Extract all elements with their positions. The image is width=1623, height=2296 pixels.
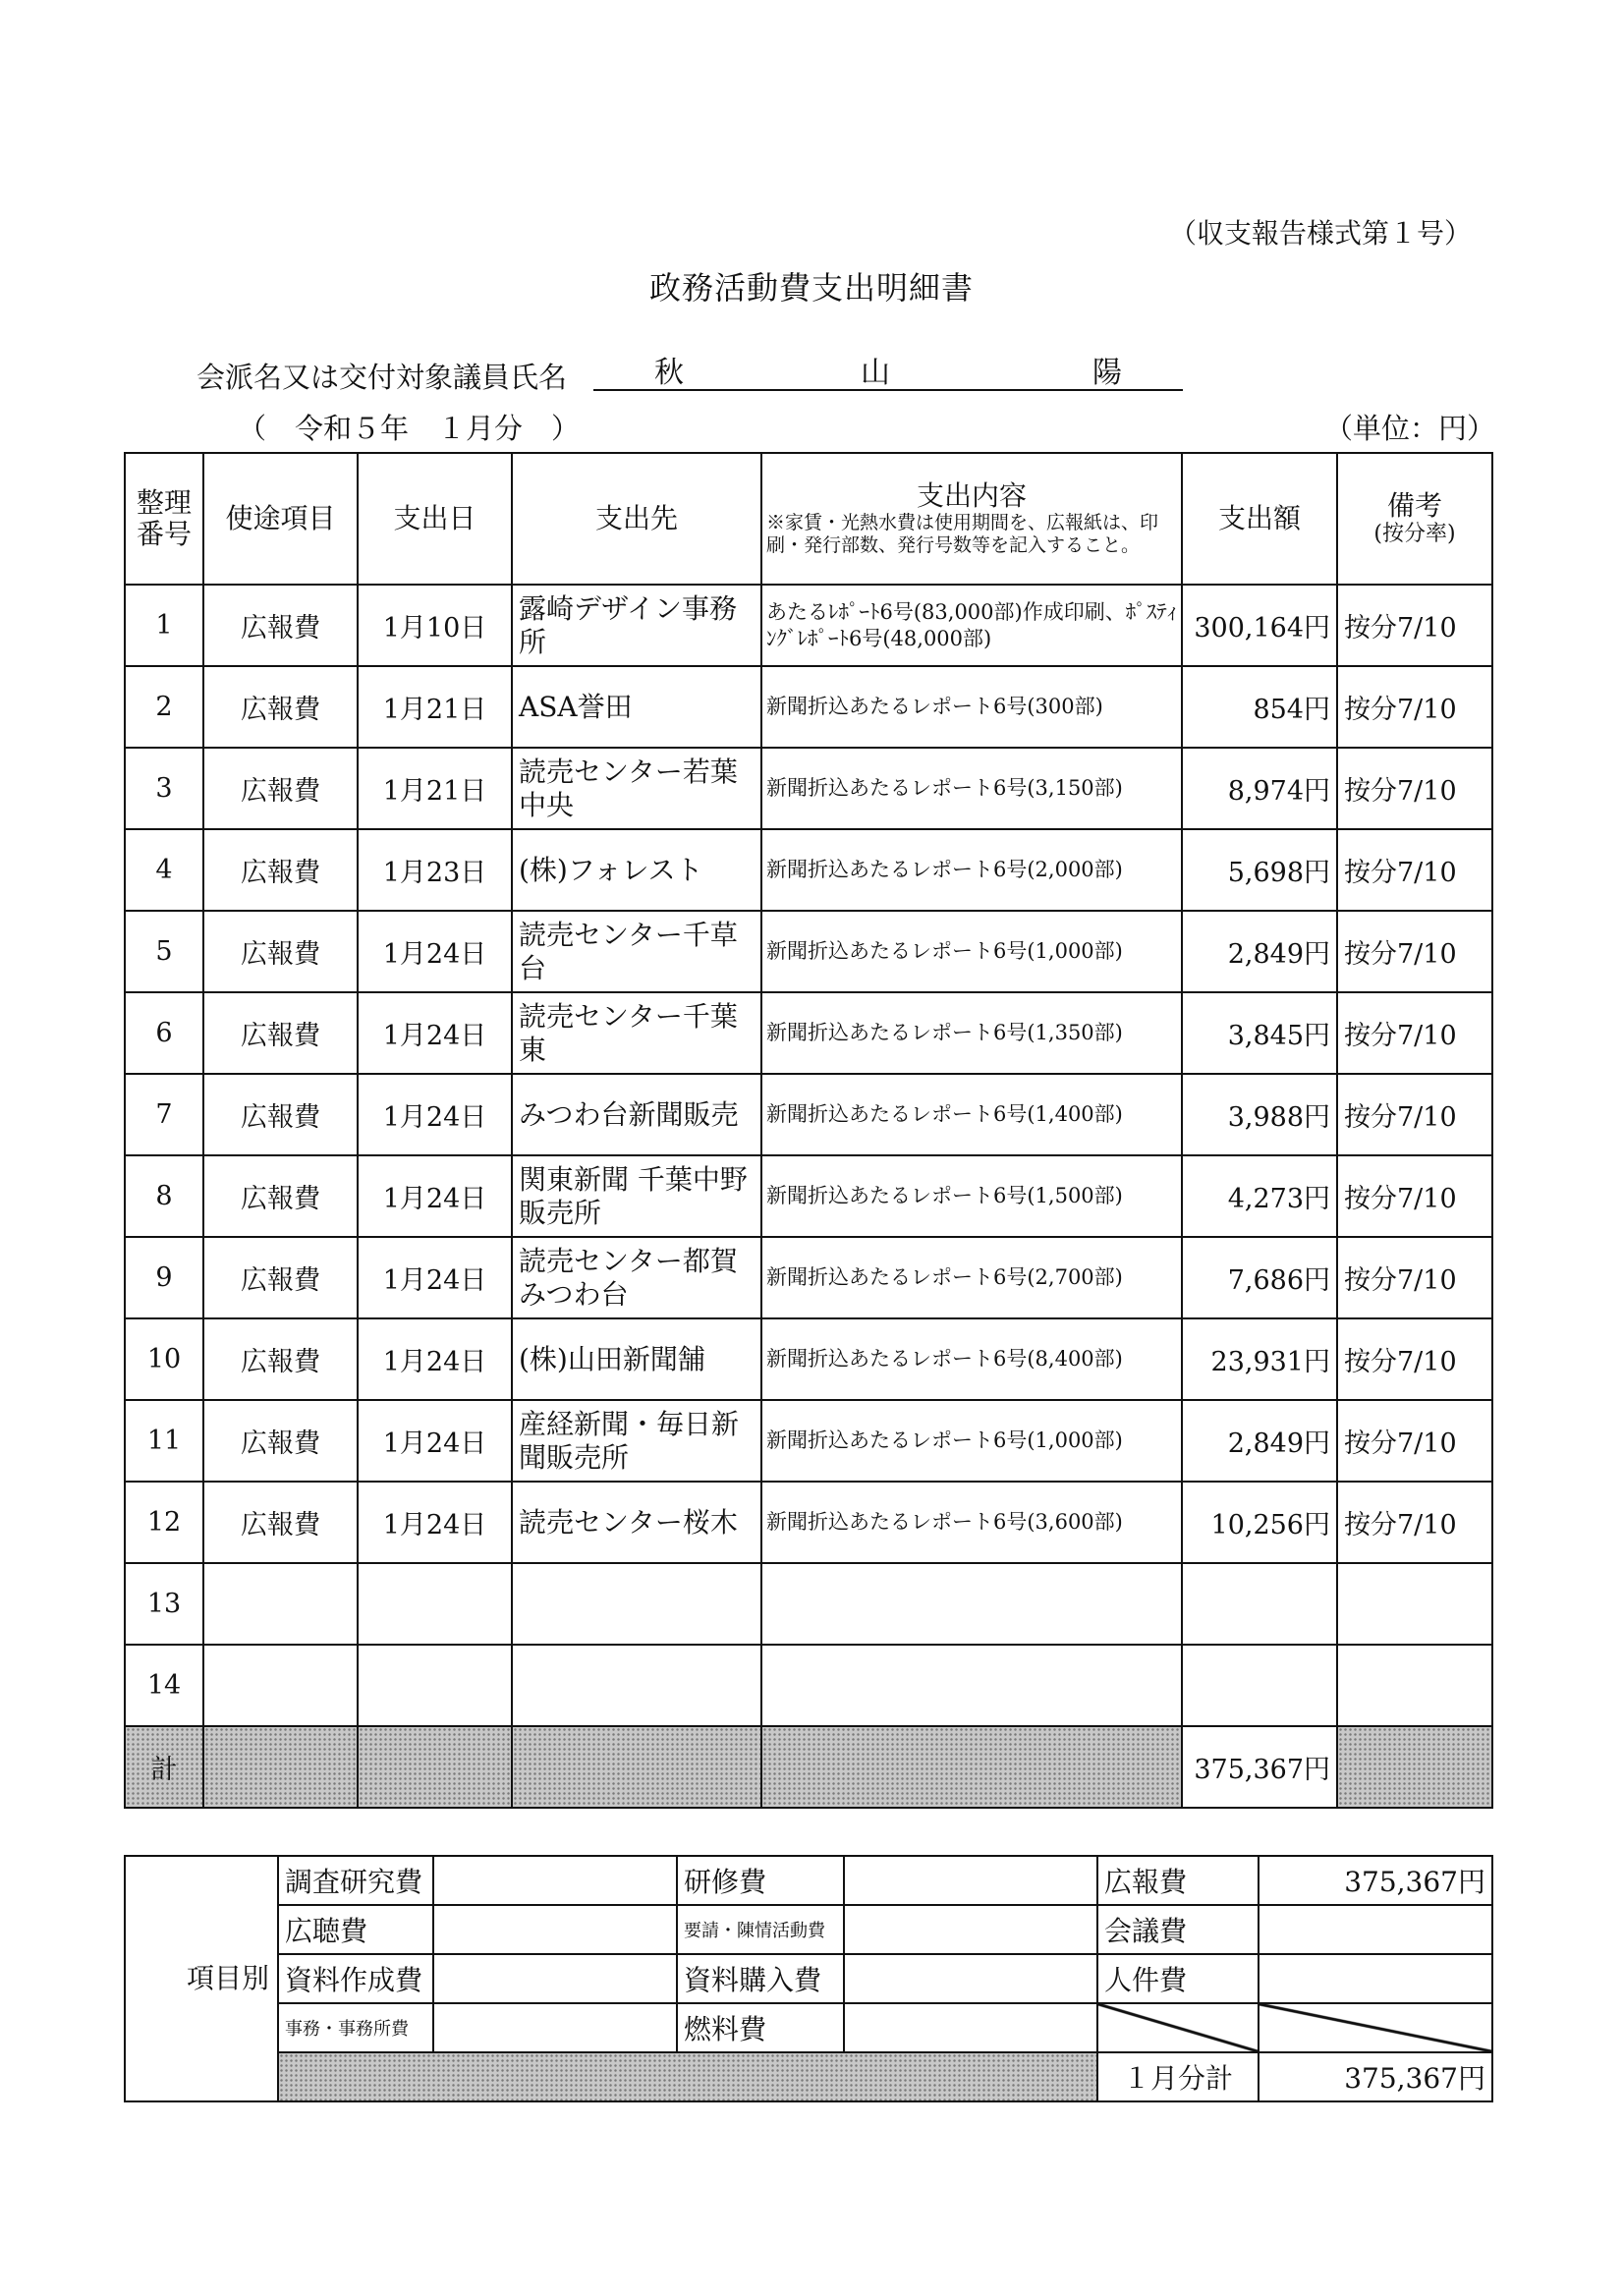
row-payee: 読売センター桜木 — [512, 1482, 761, 1563]
category-label: 燃料費 — [677, 2003, 844, 2052]
category-value — [433, 2003, 677, 2052]
row-date: 1月24日 — [358, 1482, 512, 1563]
category-row-header-text: 項目別 — [187, 1961, 270, 1994]
row-content: 新聞折込あたるレポート6号(2,700部) — [761, 1237, 1182, 1318]
table-row — [125, 1482, 1492, 1563]
row-no: 5 — [125, 911, 203, 992]
row-remarks — [1337, 1563, 1492, 1645]
category-value — [433, 1905, 677, 1954]
row-remarks: 按分7/10 — [1337, 1400, 1492, 1482]
remarks-header-label: 備考 — [1386, 489, 1442, 523]
row-category: 広報費 — [203, 585, 358, 666]
row-category: 広報費 — [203, 1318, 358, 1400]
row-no: 9 — [125, 1237, 203, 1318]
row-no: 10 — [125, 1318, 203, 1400]
category-value — [844, 1856, 1097, 1905]
col-header-date: 支出日 — [358, 453, 512, 585]
row-remarks: 按分7/10 — [1337, 1237, 1492, 1318]
row-category: 広報費 — [203, 748, 358, 829]
row-payee: 読売センター千草台 — [512, 911, 761, 992]
row-content — [761, 1645, 1182, 1726]
category-summary-table — [124, 1855, 1493, 2102]
row-date: 1月24日 — [358, 911, 512, 992]
row-no: 6 — [125, 992, 203, 1074]
category-value — [844, 2003, 1097, 2052]
row-amount: 3,845円 — [1182, 992, 1337, 1074]
row-payee: みつわ台新聞販売 — [512, 1074, 761, 1155]
col-header-category: 使途項目 — [203, 453, 358, 585]
table-row — [125, 748, 1492, 829]
category-label: 事務・事務所費 — [278, 2003, 433, 2052]
row-content: 新聞折込あたるレポート6号(1,000部) — [761, 1400, 1182, 1482]
row-remarks: 按分7/10 — [1337, 1318, 1492, 1400]
page-title: 政務活動費支出明細書 — [648, 269, 974, 307]
col-header-no: 整理番号 — [125, 453, 203, 585]
row-content: 新聞折込あたるレポート6号(300部) — [761, 666, 1182, 748]
category-label: 研修費 — [677, 1856, 844, 1905]
member-label: 会派名又は交付対象議員氏名 — [196, 361, 568, 394]
col-header-amount: 支出額 — [1182, 453, 1337, 585]
row-category: 広報費 — [203, 1400, 358, 1482]
row-no: 3 — [125, 748, 203, 829]
row-content: 新聞折込あたるレポート6号(1,000部) — [761, 911, 1182, 992]
row-amount: 5,698円 — [1182, 829, 1337, 911]
row-no: 12 — [125, 1482, 203, 1563]
row-date: 1月10日 — [358, 585, 512, 666]
category-label: 会議費 — [1097, 1905, 1259, 1954]
row-content: 新聞折込あたるレポート6号(8,400部) — [761, 1318, 1182, 1400]
member-name-field — [593, 344, 1183, 391]
category-value — [433, 1954, 677, 2003]
shaded-cell — [358, 1726, 512, 1808]
table-row — [125, 911, 1492, 992]
row-content: あたるﾚﾎﾟｰﾄ6号(83,000部)作成印刷、ﾎﾟｽﾃｨﾝｸﾞﾚﾎﾟｰﾄ6号(48,000部) — [761, 585, 1182, 666]
row-amount — [1182, 1645, 1337, 1726]
total-label: 計 — [125, 1726, 203, 1808]
member-name-part: 秋 — [654, 356, 684, 390]
category-value — [1259, 1905, 1492, 1954]
row-no: 13 — [125, 1563, 203, 1645]
row-payee: 産経新聞・毎日新聞販売所 — [512, 1400, 761, 1482]
row-category: 広報費 — [203, 1482, 358, 1563]
table-row — [125, 829, 1492, 911]
total-amount: 375,367円 — [1182, 1726, 1337, 1808]
row-payee: 関東新聞 千葉中野販売所 — [512, 1155, 761, 1237]
shaded-cell — [1337, 1726, 1492, 1808]
category-row-header — [125, 1856, 278, 2101]
row-amount: 300,164円 — [1182, 585, 1337, 666]
row-remarks: 按分7/10 — [1337, 992, 1492, 1074]
category-value — [433, 1856, 677, 1905]
row-category: 広報費 — [203, 829, 358, 911]
period-label: （ 令和５年 １月分 ） — [238, 412, 581, 445]
category-value — [1259, 1954, 1492, 2003]
row-remarks: 按分7/10 — [1337, 666, 1492, 748]
row-payee: (株)山田新聞舗 — [512, 1318, 761, 1400]
member-name-part: 陽 — [1092, 356, 1122, 390]
category-label: 要請・陳情活動費 — [677, 1905, 844, 1954]
form-number: （収支報告様式第１号） — [1169, 217, 1473, 250]
row-date: 1月24日 — [358, 1237, 512, 1318]
row-remarks: 按分7/10 — [1337, 1482, 1492, 1563]
row-amount: 2,849円 — [1182, 1400, 1337, 1482]
table-row — [125, 1237, 1492, 1318]
row-payee — [512, 1645, 761, 1726]
row-category: 広報費 — [203, 1074, 358, 1155]
row-remarks: 按分7/10 — [1337, 748, 1492, 829]
row-date — [358, 1645, 512, 1726]
row-remarks: 按分7/10 — [1337, 911, 1492, 992]
category-label: 広聴費 — [278, 1905, 433, 1954]
row-payee: 読売センター若葉中央 — [512, 748, 761, 829]
row-date: 1月24日 — [358, 1155, 512, 1237]
category-value — [844, 1954, 1097, 2003]
diagonal-strike-cell — [1097, 2003, 1259, 2052]
shaded-cell — [203, 1726, 358, 1808]
row-remarks: 按分7/10 — [1337, 1155, 1492, 1237]
total-row — [125, 1726, 1492, 1808]
month-total-value: 375,367円 — [1259, 2052, 1492, 2101]
expense-table — [124, 452, 1493, 1809]
row-amount: 3,988円 — [1182, 1074, 1337, 1155]
row-no: 14 — [125, 1645, 203, 1726]
table-header-row — [125, 453, 1492, 585]
row-date: 1月21日 — [358, 666, 512, 748]
category-label: 資料購入費 — [677, 1954, 844, 2003]
row-no: 7 — [125, 1074, 203, 1155]
row-no: 2 — [125, 666, 203, 748]
row-amount: 854円 — [1182, 666, 1337, 748]
row-category: 広報費 — [203, 666, 358, 748]
row-no: 11 — [125, 1400, 203, 1482]
content-header-note: ※家賃・光熱水費は使用期間を、広報紙は、印刷・発行部数、発行号数等を記入すること。 — [766, 512, 1159, 557]
row-category — [203, 1563, 358, 1645]
row-no: 4 — [125, 829, 203, 911]
row-date: 1月24日 — [358, 992, 512, 1074]
category-value — [844, 1905, 1097, 1954]
month-total-label: １月分計 — [1097, 2052, 1259, 2101]
row-content: 新聞折込あたるレポート6号(1,400部) — [761, 1074, 1182, 1155]
table-row — [125, 1318, 1492, 1400]
row-date: 1月23日 — [358, 829, 512, 911]
row-remarks — [1337, 1645, 1492, 1726]
row-payee: ASA誉田 — [512, 666, 761, 748]
row-category: 広報費 — [203, 911, 358, 992]
row-content: 新聞折込あたるレポート6号(3,150部) — [761, 748, 1182, 829]
table-row — [125, 1563, 1492, 1645]
row-date: 1月24日 — [358, 1074, 512, 1155]
row-amount: 8,974円 — [1182, 748, 1337, 829]
row-amount: 7,686円 — [1182, 1237, 1337, 1318]
row-remarks: 按分7/10 — [1337, 1074, 1492, 1155]
shaded-cell — [512, 1726, 761, 1808]
row-content — [761, 1563, 1182, 1645]
row-content: 新聞折込あたるレポート6号(1,500部) — [761, 1155, 1182, 1237]
category-label: 広報費 — [1097, 1856, 1259, 1905]
category-label: 調査研究費 — [278, 1856, 433, 1905]
shaded-cell — [278, 2052, 1097, 2101]
row-content: 新聞折込あたるレポート6号(3,600部) — [761, 1482, 1182, 1563]
row-category: 広報費 — [203, 1237, 358, 1318]
row-date: 1月24日 — [358, 1400, 512, 1482]
row-category: 広報費 — [203, 1155, 358, 1237]
row-category: 広報費 — [203, 992, 358, 1074]
row-payee: 露崎デザイン事務所 — [512, 585, 761, 666]
row-payee: 読売センター千葉東 — [512, 992, 761, 1074]
row-category — [203, 1645, 358, 1726]
col-header-remarks — [1337, 453, 1492, 585]
row-no: 1 — [125, 585, 203, 666]
table-row — [125, 1400, 1492, 1482]
row-payee: (株)フォレスト — [512, 829, 761, 911]
row-payee: 読売センター都賀みつわ台 — [512, 1237, 761, 1318]
table-row — [125, 585, 1492, 666]
row-amount: 23,931円 — [1182, 1318, 1337, 1400]
table-row — [125, 1645, 1492, 1726]
content-header-label: 支出内容 — [916, 479, 1027, 513]
row-content: 新聞折込あたるレポート6号(1,350部) — [761, 992, 1182, 1074]
remarks-header-sub: (按分率) — [1373, 522, 1456, 547]
category-label: 資料作成費 — [278, 1954, 433, 2003]
row-amount: 10,256円 — [1182, 1482, 1337, 1563]
row-no: 8 — [125, 1155, 203, 1237]
row-amount: 4,273円 — [1182, 1155, 1337, 1237]
diagonal-strike-cell — [1259, 2003, 1492, 2052]
row-payee — [512, 1563, 761, 1645]
table-row — [125, 1155, 1492, 1237]
shaded-cell — [761, 1726, 1182, 1808]
row-date: 1月21日 — [358, 748, 512, 829]
row-amount — [1182, 1563, 1337, 1645]
row-amount: 2,849円 — [1182, 911, 1337, 992]
row-date — [358, 1563, 512, 1645]
row-date: 1月24日 — [358, 1318, 512, 1400]
member-name-part: 山 — [861, 356, 890, 390]
row-content: 新聞折込あたるレポート6号(2,000部) — [761, 829, 1182, 911]
table-row — [125, 666, 1492, 748]
unit-label: （単位：円） — [1324, 412, 1496, 445]
row-remarks: 按分7/10 — [1337, 585, 1492, 666]
col-header-payee: 支出先 — [512, 453, 761, 585]
row-remarks: 按分7/10 — [1337, 829, 1492, 911]
category-value: 375,367円 — [1259, 1856, 1492, 1905]
category-label: 人件費 — [1097, 1954, 1259, 2003]
col-header-content — [761, 453, 1182, 585]
table-row — [125, 992, 1492, 1074]
table-row — [125, 1074, 1492, 1155]
